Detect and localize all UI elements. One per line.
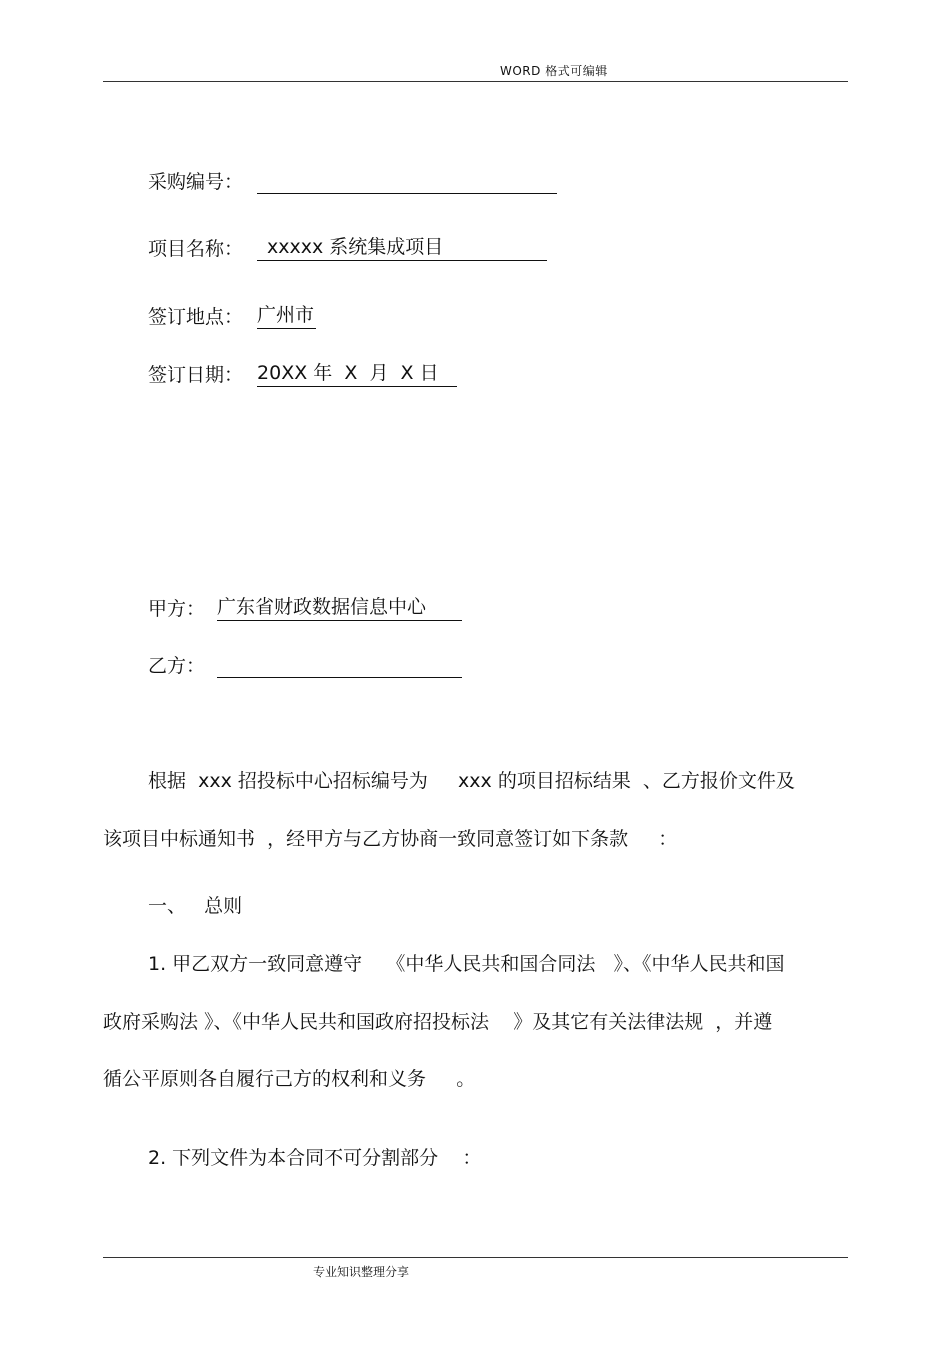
- project-name-field: [148, 235, 547, 261]
- project-name-value: xxxxx 系统集成项目: [257, 235, 547, 261]
- sign-date-field: [148, 361, 457, 387]
- clause-1-line-3: 循公平原则各自履行己方的权利和义务 。: [103, 1068, 476, 1090]
- clause-1-line-1: 1. 甲乙双方一致同意遵守 《中华人民共和国合同法 》、《中华人民共和国: [148, 953, 785, 975]
- intro-paragraph-line-1: 根据 xxx 招投标中心招标编号为 xxx 的项目招标结果 、乙方报价文件及: [148, 770, 795, 792]
- footer-rule: [103, 1257, 848, 1258]
- procurement-no-field: [148, 168, 557, 194]
- sign-place-value: 广州市: [257, 303, 316, 329]
- header-rule: [103, 81, 848, 82]
- party-b-value: [217, 652, 462, 678]
- page-footer-text: 专业知识整理分享: [313, 1265, 410, 1279]
- sign-place-label: 签订地点：: [148, 306, 244, 328]
- page-header-text: WORD 格式可编辑: [500, 64, 608, 78]
- party-b-label: 乙方：: [148, 655, 206, 677]
- clause-1-line-2: 政府采购法 》、《中华人民共和国政府招投标法 》及其它有关法律法规 ，并遵: [103, 1011, 773, 1033]
- clause-2-line-1: 2. 下列文件为本合同不可分割部分 ：: [148, 1147, 482, 1169]
- party-a-label: 甲方：: [148, 598, 206, 620]
- project-name-label: 项目名称：: [148, 238, 244, 260]
- section-1-title: 一、 总则: [148, 895, 243, 917]
- sign-date-label: 签订日期：: [148, 364, 244, 386]
- sign-place-field: [148, 303, 316, 329]
- party-a-field: [148, 595, 462, 621]
- party-b-field: [148, 652, 462, 678]
- sign-date-value: 20XX 年 X 月 X 日: [257, 361, 457, 387]
- procurement-no-label: 采购编号：: [148, 171, 244, 193]
- party-a-value: 广东省财政数据信息中心: [217, 595, 462, 621]
- procurement-no-value: [257, 168, 557, 194]
- intro-paragraph-line-2: 该项目中标通知书 ，经甲方与乙方协商一致同意签订如下条款 ：: [103, 828, 678, 850]
